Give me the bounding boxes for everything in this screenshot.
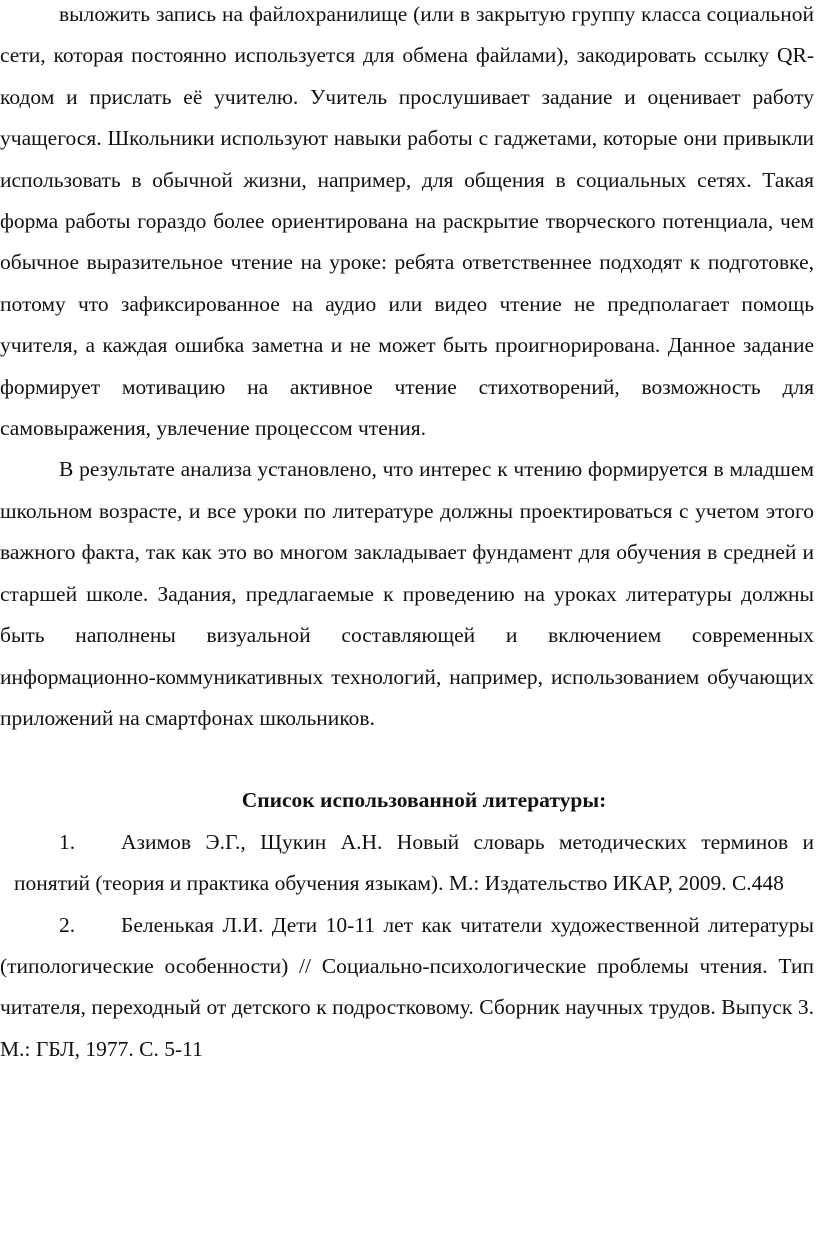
- reference-number-2: 2.: [59, 912, 76, 937]
- references-heading: Список использованной литературы:: [241, 788, 607, 813]
- reference-number-1: 1.: [59, 829, 76, 854]
- reference-text-2: Беленькая Л.И. Дети 10-11 лет как читатели художественной литературы (типологические особенности) // Социально-психологические проблемы чтения. Тип читателя, переходный от детского к подростковому. Сборник научных трудов. Выпуск 3. М.: ГБЛ, 1977. С. 5-11: [0, 912, 814, 1061]
- body-paragraph-1: [0, 0, 814, 449]
- reference-item-1: [0, 822, 814, 905]
- body-paragraph-1-text: выложить запись на файлохранилище (или в закрытую группу класса социальной сети, которая постоянно используется для обмена файлами), закодировать ссылку QR-кодом и прислать её учителю. Учитель прослушивает задание и оценивает работу учащегося. Школьники используют навыки работы с гаджетами, которые они привыкли использовать в обычной жизни, например, для общения в социальных сетях. Такая форма работы гораздо более ориентирована на раскрытие творческого потенциала, чем обычное выразительное чтение на уроке: ребята ответственнее подходят к подготовке, потому что зафиксированное на аудио или видео чтение не предполагает помощь учителя, а каждая ошибка заметна и не может быть проигнорирована. Данное задание формирует мотивацию на активное чтение стихотворений, возможность для самовыражения, увлечение процессом чтения.: [0, 2, 814, 441]
- reference-text-1: Азимов Э.Г., Щукин А.Н. Новый словарь методических терминов и понятий (теория и практика обучения языкам). М.: Издательство ИКАР, 2009. С.448: [14, 829, 814, 896]
- body-paragraph-2: В результате анализа установлено, что интерес к чтению формируется в младшем школьном возрасте, и все уроки по литературе должны проектироваться с учетом этого важного факта, так как это во многом закладывает фундамент для обучения в средней и старшей школе. Задания, предлагаемые к проведению на уроках литературы должны быть наполнены визуальной составляющей и включением современных информационно-коммуникативных технологий, например, использованием обучающих приложений на смартфонах школьников.: [0, 457, 814, 730]
- reference-item-2: [0, 905, 814, 1071]
